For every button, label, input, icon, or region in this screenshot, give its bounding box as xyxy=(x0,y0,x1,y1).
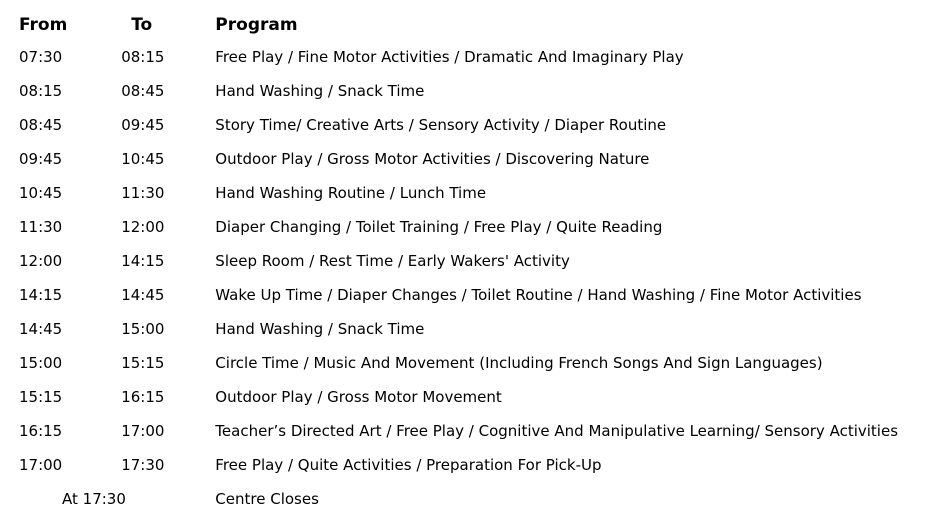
to-time: 10:45 xyxy=(121,150,165,168)
table-row xyxy=(0,108,925,142)
header-program: Program xyxy=(215,15,298,35)
from-time: 16:15 xyxy=(19,422,63,440)
table-row xyxy=(0,244,925,278)
program-text: Outdoor Play / Gross Motor Movement xyxy=(215,388,502,406)
program-text: Hand Washing / Snack Time xyxy=(215,82,425,100)
from-time: 17:00 xyxy=(19,456,63,474)
table-row xyxy=(0,414,925,448)
from-time: 15:00 xyxy=(19,354,63,372)
program-text: Free Play / Quite Activities / Preparation For Pick-Up xyxy=(215,456,602,474)
header-to: To xyxy=(131,15,153,35)
from-time: 08:15 xyxy=(19,82,63,100)
program-text: Wake Up Time / Diaper Changes / Toilet Routine / Hand Washing / Fine Motor Activities xyxy=(215,286,862,304)
from-time: 14:15 xyxy=(19,286,63,304)
from-time: 09:45 xyxy=(19,150,63,168)
program-text: Hand Washing / Snack Time xyxy=(215,320,425,338)
to-time: 15:00 xyxy=(121,320,165,338)
daily-schedule-table xyxy=(0,10,925,516)
table-row xyxy=(0,312,925,346)
from-time: 12:00 xyxy=(19,252,63,270)
closing-time: At 17:30 xyxy=(62,490,126,508)
from-time: 10:45 xyxy=(19,184,63,202)
to-time: 17:30 xyxy=(121,456,165,474)
table-row xyxy=(0,380,925,414)
closing-program: Centre Closes xyxy=(215,490,319,508)
to-time: 11:30 xyxy=(121,184,165,202)
closing-row xyxy=(0,482,925,516)
from-time: 15:15 xyxy=(19,388,63,406)
program-text: Story Time/ Creative Arts / Sensory Activity / Diaper Routine xyxy=(215,116,667,134)
schedule-rows xyxy=(0,40,925,482)
program-text: Diaper Changing / Toilet Training / Free Play / Quite Reading xyxy=(215,218,663,236)
table-row xyxy=(0,142,925,176)
to-time: 09:45 xyxy=(121,116,165,134)
program-text: Hand Washing Routine / Lunch Time xyxy=(215,184,487,202)
program-text: Teacher’s Directed Art / Free Play / Cognitive And Manipulative Learning/ Sensory Activities xyxy=(215,422,899,440)
program-text: Circle Time / Music And Movement (Including French Songs And Sign Languages) xyxy=(215,354,823,372)
to-time: 14:15 xyxy=(121,252,165,270)
table-row xyxy=(0,210,925,244)
from-time: 14:45 xyxy=(19,320,63,338)
from-time: 08:45 xyxy=(19,116,63,134)
table-row xyxy=(0,346,925,380)
header-row xyxy=(0,10,925,40)
table-row xyxy=(0,278,925,312)
table-row xyxy=(0,448,925,482)
to-time: 08:15 xyxy=(121,48,165,66)
table-row xyxy=(0,40,925,74)
program-text: Sleep Room / Rest Time / Early Wakers' Activity xyxy=(215,252,570,270)
to-time: 12:00 xyxy=(121,218,165,236)
table-row xyxy=(0,176,925,210)
to-time: 08:45 xyxy=(121,82,165,100)
to-time: 15:15 xyxy=(121,354,165,372)
from-time: 11:30 xyxy=(19,218,63,236)
to-time: 17:00 xyxy=(121,422,165,440)
to-time: 14:45 xyxy=(121,286,165,304)
to-time: 16:15 xyxy=(121,388,165,406)
program-text: Free Play / Fine Motor Activities / Dramatic And Imaginary Play xyxy=(215,48,684,66)
program-text: Outdoor Play / Gross Motor Activities / Discovering Nature xyxy=(215,150,650,168)
from-time: 07:30 xyxy=(19,48,63,66)
table-row xyxy=(0,74,925,108)
header-from: From xyxy=(19,15,68,35)
